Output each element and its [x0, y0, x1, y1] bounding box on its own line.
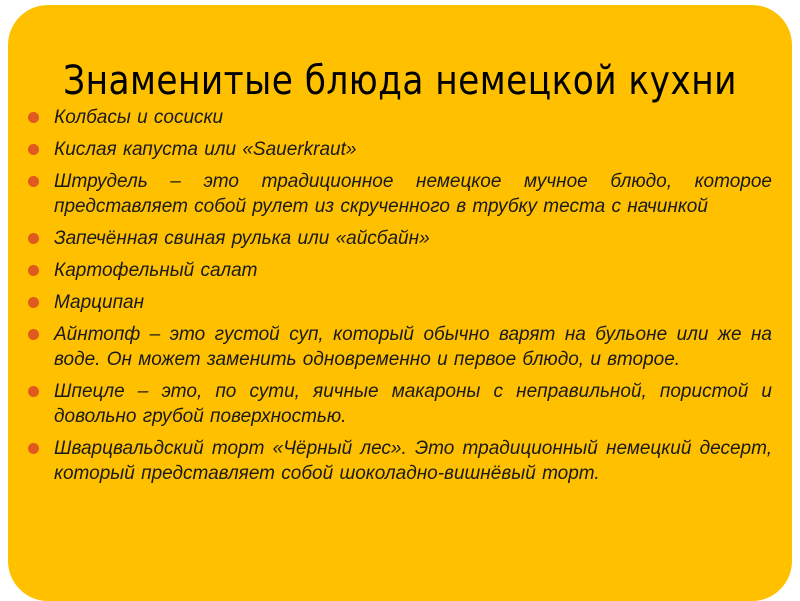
list-item: [28, 436, 772, 486]
list-item-text: Картофельный салат: [54, 260, 258, 281]
bullet-dot-icon: [28, 297, 39, 308]
list-item: [28, 137, 772, 162]
list-item-text: Штрудель – это традиционное немецкое мучное блюдо, которое представляет собой рулет из скрученного в трубку теста с начинкой: [54, 171, 772, 217]
bullet-dot-icon: [28, 265, 39, 276]
list-item: [28, 322, 772, 372]
list-item: [28, 226, 772, 251]
dish-list: [28, 105, 772, 493]
bullet-dot-icon: [28, 443, 39, 454]
bullet-dot-icon: [28, 233, 39, 244]
list-item-text: Марципан: [54, 292, 145, 313]
bullet-dot-icon: [28, 329, 39, 340]
slide-title: Знаменитые блюда немецкой кухни: [63, 58, 737, 104]
list-item: [28, 258, 772, 283]
bullet-dot-icon: [28, 386, 39, 397]
list-item-text: Колбасы и сосиски: [54, 107, 224, 128]
bullet-dot-icon: [28, 176, 39, 187]
list-item: [28, 290, 772, 315]
slide: [8, 5, 792, 601]
list-item: [28, 105, 772, 130]
list-item-text: Запечённая свиная рулька или «айсбайн»: [54, 228, 430, 249]
bullet-dot-icon: [28, 144, 39, 155]
list-item-text: Айнтопф – это густой суп, который обычно варят на бульоне или же на воде. Он может заменить одновременно и первое блюдо, и второе.: [54, 324, 772, 370]
list-item: [28, 169, 772, 219]
list-item-text: Шварцвальдский торт «Чёрный лес». Это традиционный немецкий десерт, который представляет собой шоколадно-вишнёвый торт.: [54, 438, 772, 484]
list-item-text: Шпецле – это, по сути, яичные макароны с неправильной, пористой и довольно грубой поверхностью.: [54, 381, 772, 427]
list-item-text: Кислая капуста или «Sauerkraut»: [54, 139, 357, 160]
bullet-dot-icon: [28, 112, 39, 123]
list-item: [28, 379, 772, 429]
